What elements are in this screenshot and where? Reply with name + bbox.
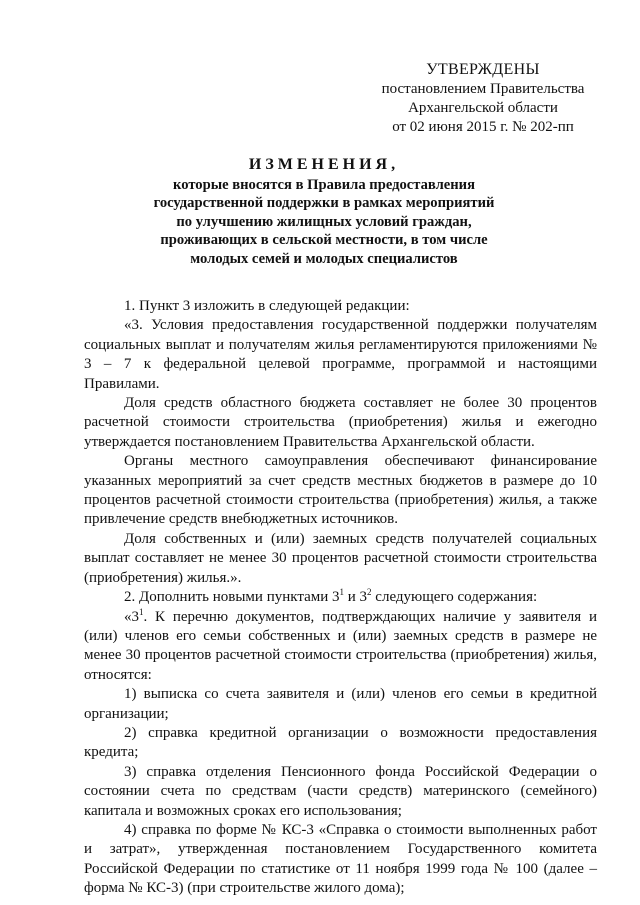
superscript: 2 (367, 587, 372, 598)
approval-title: УТВЕРЖДЕНЫ (426, 61, 540, 78)
approval-stamp (360, 60, 606, 137)
list-item: 4) справка по форме № КС-3 «Справка о стоимости выполненных работ и затрат», утвержденная постановлением Государственного комитета Российской Федерации по статистике от 11 ноября 1999 года № 100 (далее – форма № КС-3) (при строительстве жилого дома); (84, 821, 597, 897)
text-run: «3 (124, 608, 139, 625)
paragraph-item-2 (84, 588, 597, 607)
approval-date-number: от 02 июня 2015 г. № 202-пп (392, 119, 574, 135)
paragraph: Доля собственных и (или) заемных средств получателей социальных выплат составляет не менее 30 процентов расчетной стоимости строительства (приобретения) жилья.». (84, 530, 597, 586)
text-run: . К перечню документов, подтверждающих наличие у заявителя и (или) членов его семьи собственных и (или) заемных средств в размере не менее 30 процентов расчетной стоимости строительства (приобретения) жилья, относятся: (84, 608, 597, 683)
heading-title: ИЗМЕНЕНИЯ, (248, 156, 400, 173)
approval-line: постановлением Правительства (381, 81, 585, 97)
heading-line: молодых семей и молодых специалистов (190, 250, 458, 267)
superscript: 1 (339, 587, 345, 598)
text-run: 2. Дополнить новыми пунктами 3 (124, 589, 340, 606)
heading-line: проживающих в сельской местности, в том числе (160, 232, 488, 249)
paragraph-point-3-1 (84, 608, 597, 686)
text-run: следующего содержания: (371, 589, 538, 606)
paragraph-item-1: 1. Пункт 3 изложить в следующей редакции: (124, 298, 410, 314)
paragraph: «3. Условия предоставления государственной поддержки получателям социальных выплат и получателям жилья регламентируются приложениями № 3 – 7 к федеральной целевой программе, программой и настоящими Правилами. (84, 317, 597, 392)
paragraph: Органы местного самоуправления обеспечивают финансирование указанных мероприятий за счет средств местных бюджетов в размере до 10 процентов расчетной стоимости строительства (приобретения) жилья, а также привлечение средств внебюджетных источников. (84, 453, 597, 528)
heading-line: государственной поддержки в рамках мероприятий (153, 195, 495, 212)
document-body (84, 297, 597, 899)
list-item: 3) справка отделения Пенсионного фонда Российской Федерации о состоянии счета по средствам (части средств) материнского (семейного) капитала и возможных сроках его использования; (84, 763, 597, 819)
heading-line: по улучшению жилищных условий граждан, (176, 213, 472, 230)
text-run: и 3 (344, 589, 368, 606)
list-item: 1) выписка со счета заявителя и (или) членов его семьи в кредитной организации; (84, 686, 597, 722)
superscript: 1 (139, 606, 144, 617)
document-heading (100, 156, 548, 269)
list-item: 2) справка кредитной организации о возможности предоставления кредита; (84, 724, 597, 761)
approval-line: Архангельской области (408, 100, 558, 116)
paragraph: Доля средств областного бюджета составляет не более 30 процентов расчетной стоимости строительства (приобретения) жилья и ежегодно утверждается постановлением Правительства Архангельской области. (84, 395, 597, 450)
heading-line: которые вносятся в Правила предоставления (173, 176, 475, 193)
